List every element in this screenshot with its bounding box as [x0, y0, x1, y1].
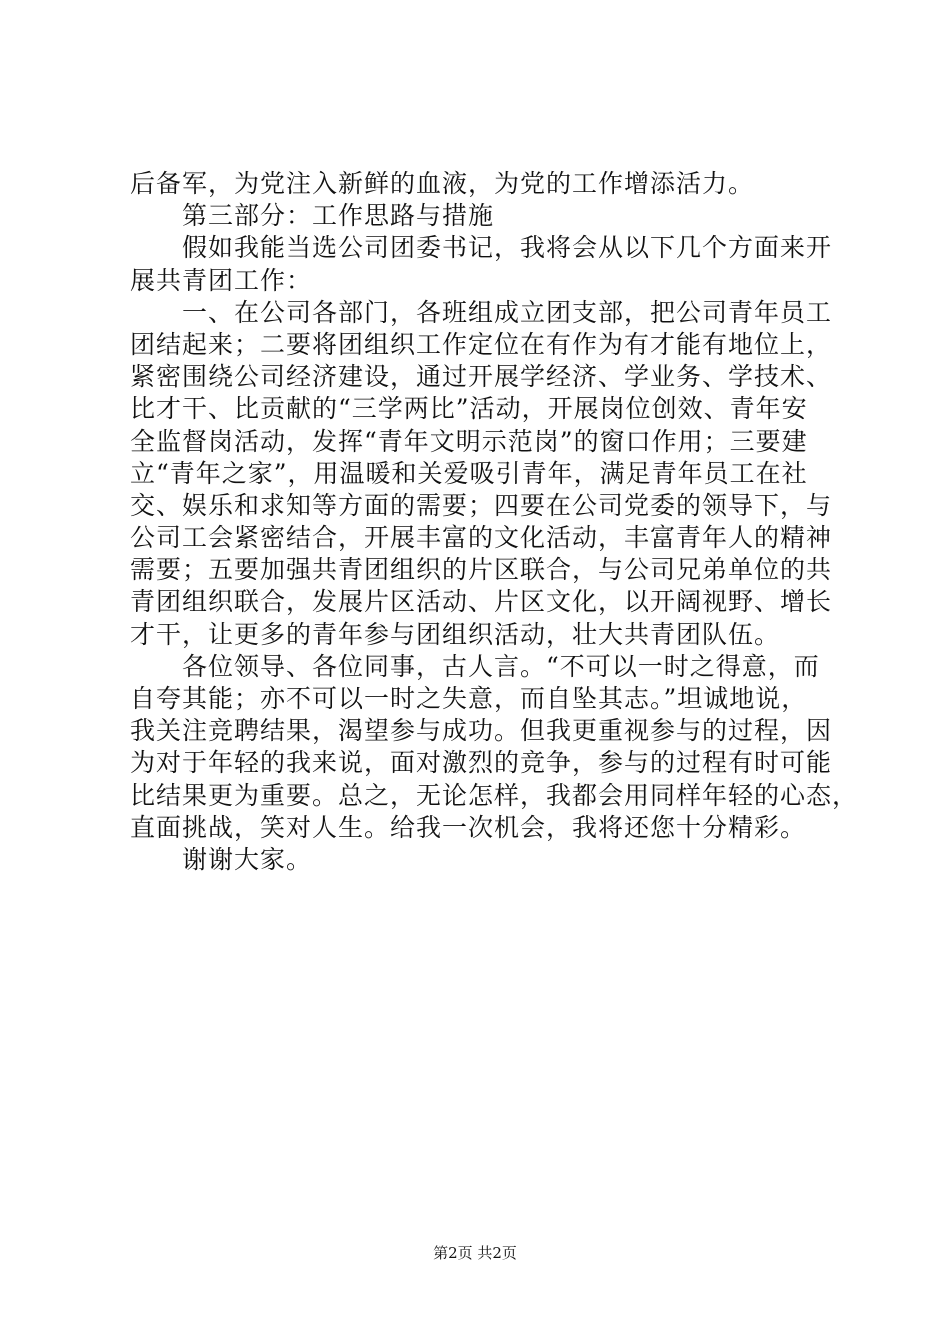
text-line: 自夸其能；亦不可以一时之失意，而自坠其志。”坦诚地说， [130, 684, 808, 713]
text-line: 展共青团工作： [130, 265, 313, 295]
text-line: 一、在公司各部门，各班组成立团支部，把公司青年员工 [182, 297, 833, 327]
text-line: 为对于年轻的我来说，面对激烈的竞争，参与的过程有时可能 [130, 748, 833, 778]
document-body [130, 168, 859, 876]
text-line: 比结果更为重要。总之，无论怎样，我都会用同样年轻的心态， [130, 780, 859, 810]
text-line: 我关注竞聘结果，渴望参与成功。但我更重视参与的过程，因 [130, 716, 833, 746]
text-line: 交、娱乐和求知等方面的需要；四要在公司党委的领导下，与 [130, 490, 833, 520]
text-line: 立“青年之家”，用温暖和关爱吸引青年，满足青年员工在社 [130, 458, 808, 488]
text-line: 后备军，为党注入新鲜的血液，为党的工作增添活力。 [130, 169, 755, 198]
text-line: 公司工会紧密结合，开展丰富的文化活动，丰富青年人的精神 [130, 523, 833, 553]
text-line: 全监督岗活动，发挥“青年文明示范岗”的窗口作用；三要建 [130, 426, 808, 456]
text-line: 团结起来；二要将团组织工作定位在有作为有才能有地位上， [130, 329, 833, 359]
section-heading: 第三部分：工作思路与措施 [182, 201, 495, 231]
text-line: 假如我能当选公司团委书记，我将会从以下几个方面来开 [182, 233, 833, 263]
text-line: 比才干、比贡献的“三学两比”活动，开展岗位创效、青年安 [130, 394, 808, 424]
page-number-footer: 第2页 共2页 [433, 1244, 517, 1262]
text-line: 各位领导、各位同事，古人言。“不可以一时之得意，而 [182, 651, 820, 681]
text-line: 青团组织联合，发展片区活动、片区文化，以开阔视野、增长 [130, 587, 833, 617]
text-line: 才干，让更多的青年参与团组织活动，壮大共青团队伍。 [130, 619, 781, 649]
text-line: 紧密围绕公司经济建设，通过开展学经济、学业务、学技术、 [130, 362, 833, 392]
text-line: 直面挑战，笑对人生。给我一次机会，我将还您十分精彩。 [130, 812, 807, 842]
text-line: 需要；五要加强共青团组织的片区联合，与公司兄弟单位的共 [130, 555, 833, 585]
closing-line: 谢谢大家。 [182, 844, 313, 874]
